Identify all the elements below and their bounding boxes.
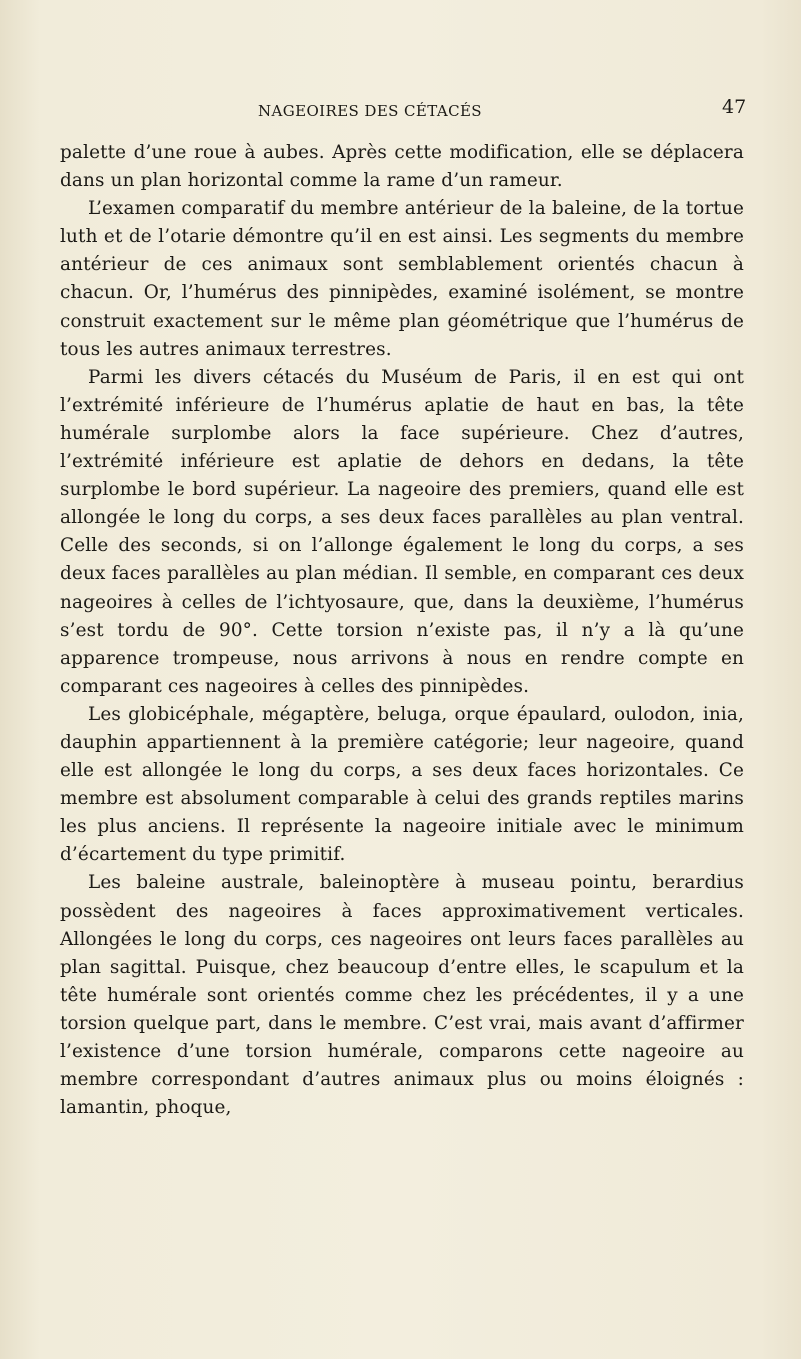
paragraph: L’examen comparatif du membre antérieur de la baleine, de la tortue luth et de l’otarie démontre qu’il en est ainsi. Les segments du membre antérieur de ces animaux sont semblablement orientés chacun à chacun. Or, l’humérus des pinnipèdes, examiné isolément, se montre construit exactement sur le même plan géométrique que l’humérus de tous les autres animaux terrestres.	[60, 198, 744, 360]
running-title: NAGEOIRES DES CÉTACÉS	[258, 102, 482, 120]
paragraph: Les baleine australe, baleinoptère à museau pointu, berardius possèdent des nageoires à faces approximativement verticales. Allongées le long du corps, ces nageoires ont leurs faces parallèles au plan sagittal. Puisque, chez beaucoup d’entre elles, le scapulum et la tête humérale sont orientés comme chez les précédentes, il y a une torsion quelque part, dans le membre. C’est vrai, mais avant d’affirmer l’existence d’une torsion humérale, comparons cette nageoire au membre correspondant d’autres animaux plus ou moins éloignés : lamantin, phoque,	[60, 872, 744, 1119]
paragraph: Parmi les divers cétacés du Muséum de Paris, il en est qui ont l’extrémité inférieure de l’humérus aplatie de haut en bas, la tête humérale surplombe alors la face supérieure. Chez d’autres, l’extrémité inférieure est aplatie de dehors en dedans, la tête surplombe le bord supérieur. La nageoire des premiers, quand elle est allongée le long du corps, a ses deux faces parallèles au plan ventral. Celle des seconds, si on l’allonge également le long du corps, a ses deux faces parallèles au plan médian. Il semble, en comparant ces deux nageoires à celles de l’ichtyosaure, que, dans la deuxième, l’humérus s’est tordu de 90°. Cette torsion n’existe pas, il n’y a là qu’une apparence trompeuse, nous arrivons à nous en rendre compte en comparant ces nageoires à celles des pinnipèdes.	[60, 366, 744, 697]
body-text	[60, 139, 744, 1122]
paragraph: palette d’une roue à aubes. Après cette modification, elle se déplacera dans un plan horizontal comme la rame d’un rameur.	[60, 142, 744, 192]
page-header	[0, 96, 801, 126]
paragraph: Les globicéphale, mégaptère, beluga, orque épaulard, oulodon, inia, dauphin appartiennent à la première catégorie; leur nageoire, quand elle est allongée le long du corps, a ses deux faces horizontales. Ce membre est absolument comparable à celui des grands reptiles marins les plus anciens. Il représente la nageoire initiale avec le minimum d’écartement du type primitif.	[60, 703, 744, 866]
page-number: 47	[722, 96, 747, 118]
